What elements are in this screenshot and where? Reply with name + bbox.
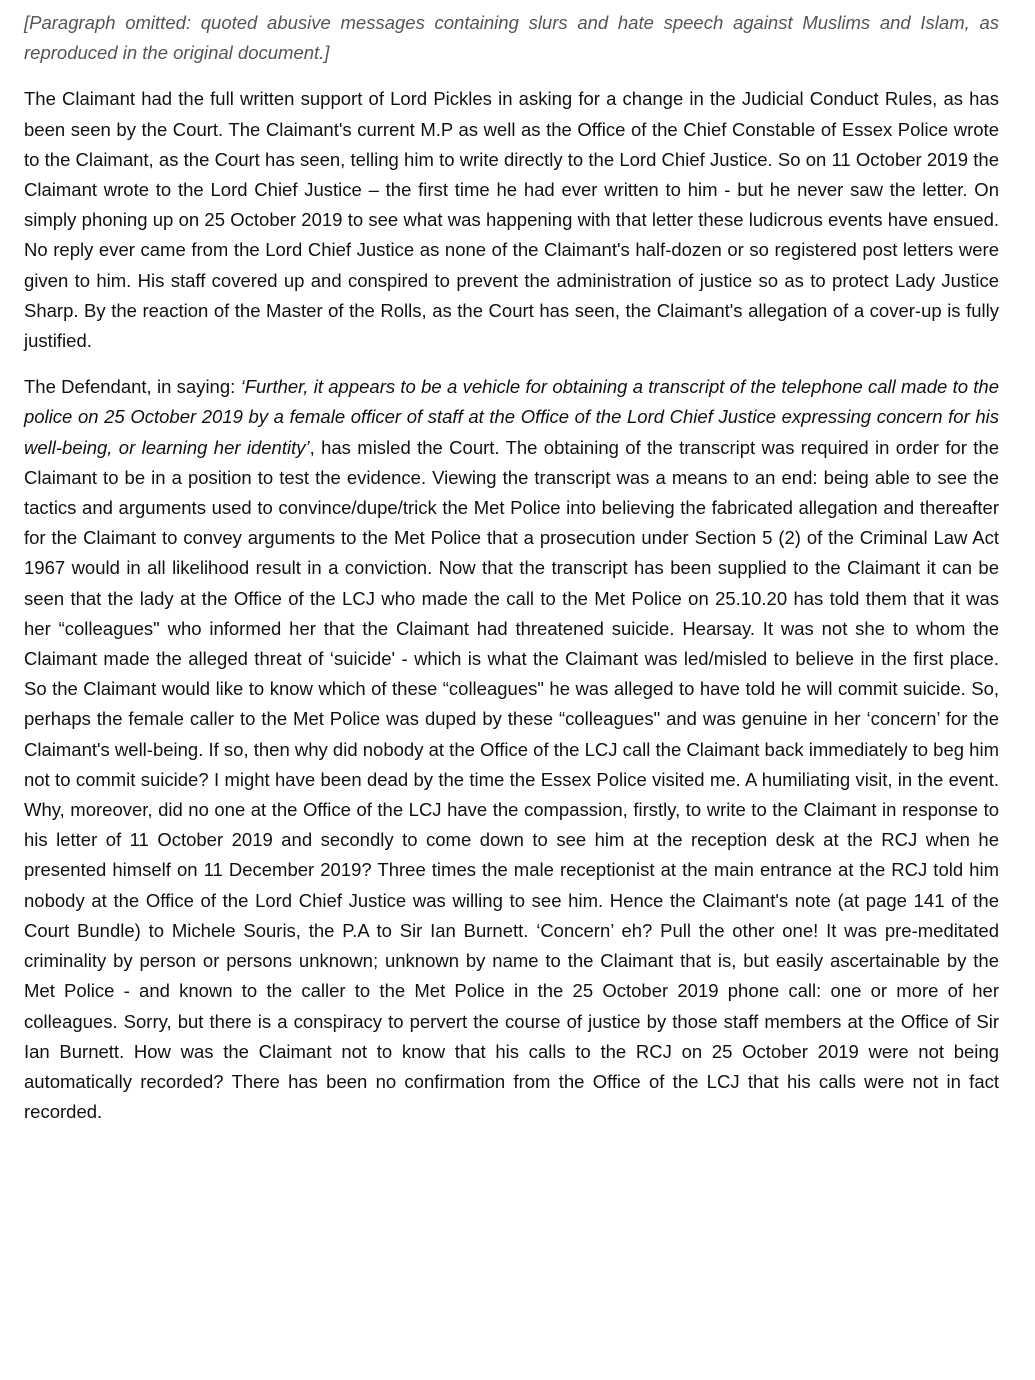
quoted-defendant-statement: ‘Further, it appears to be a vehicle for obtaining a transcript of the telephone call made to the police on 25 October 2019 by a female officer of staff at the Office of the Lord Chief Justice expressing concern for his well-being, or learning her identity’ — [24, 376, 1000, 458]
paragraph-intro-text: The Defendant, in saying: — [24, 376, 241, 398]
paragraph-defendant-misled-court — [24, 372, 999, 1127]
paragraph-support-and-cover-up: The Claimant had the full written support of Lord Pickles in asking for a change in the Judicial Conduct Rules, as has been seen by the Court. The Claimant's current M.P as well as the Office of the Chief Constable of Essex Police wrote to the Claimant, as the Court has seen, telling him to write directly to the Lord Chief Justice. So on 11 October 2019 the Claimant wrote to the Lord Chief Justice – the first time he had ever written to him - but he never saw the letter. On simply phoning up on 25 October 2019 to see what was happening with that letter these ludicrous events have ensued. No reply ever came from the Lord Chief Justice as none of the Claimant's half-dozen or so registered post letters were given to him. His staff covered up and conspired to prevent the administration of justice so as to protect Lady Justice Sharp. By the reaction of the Master of the Rolls, as the Court has seen, the Claimant's allegation of a cover-up is fully justified. — [24, 88, 999, 352]
paragraph-redacted-quotes: [Paragraph omitted: quoted abusive messages containing slurs and hate speech against Muslims and Islam, as reproduced in the original document.] — [24, 12, 999, 64]
paragraph-body-text: , has misled the Court. The obtaining of the transcript was required in order for the Claimant to be in a position to test the evidence. Viewing the transcript was a means to an end: being able to see the tactics and arguments used to convince/dupe/trick the Met Police into believing the fabricated allegation and thereafter for the Claimant to convey arguments to the Met Police that a prosecution under Section 5 (2) of the Criminal Law Act 1967 would in all likelihood result in a conviction. Now that the transcript has been supplied to the Claimant it can be seen that the lady at the Office of the LCJ who made the call to the Met Police on 25.10.20 has told them that it was her “colleagues" who informed her that the Claimant had threatened suicide. Hearsay. It was not she to whom the Claimant made the alleged threat of ‘suicide' - which is what the Claimant was led/misled to believe in the first place. So the Claimant would like to know which of these “colleagues" he was alleged to have told he will commit suicide. So, perhaps the female caller to the Met Police was duped by these “colleagues" and was genuine in her ‘concern’ for the Claimant's well-being. If so, then why did nobody at the Office of the LCJ call the Claimant back immediately to beg him not to commit suicide? I might have been dead by the time the Essex Police visited me. A humiliating visit, in the event. Why, moreover, did no one at the Office of the LCJ have the compassion, firstly, to write to the Claimant in response to his letter of 11 October 2019 and secondly to come down to see him at the reception desk at the RCJ when he presented himself on 11 December 2019? Three times the male receptionist at the main entrance at the RCJ told him nobody at the Office of the Lord Chief Justice was willing to see him. Hence the Claimant's note (at page 141 of the Court Bundle) to Michele Souris, the P.A to Sir Ian Burnett. ‘Concern’ eh? Pull the other one! It was pre-meditated criminality by person or persons unknown; unknown by name to the Claimant that is, but easily ascertainable by the Met Police - and known to the caller to the Met Police in the 25 October 2019 phone call: one or more of her colleagues. Sorry, but there is a conspiracy to pervert the course of justice by those staff members at the Office of Sir Ian Burnett. How was the Claimant not to know that his calls to the RCJ on 25 October 2019 were not being automatically recorded? There has been no confirmation from the Office of the LCJ that his calls were not in fact recorded. — [24, 436, 1000, 1123]
